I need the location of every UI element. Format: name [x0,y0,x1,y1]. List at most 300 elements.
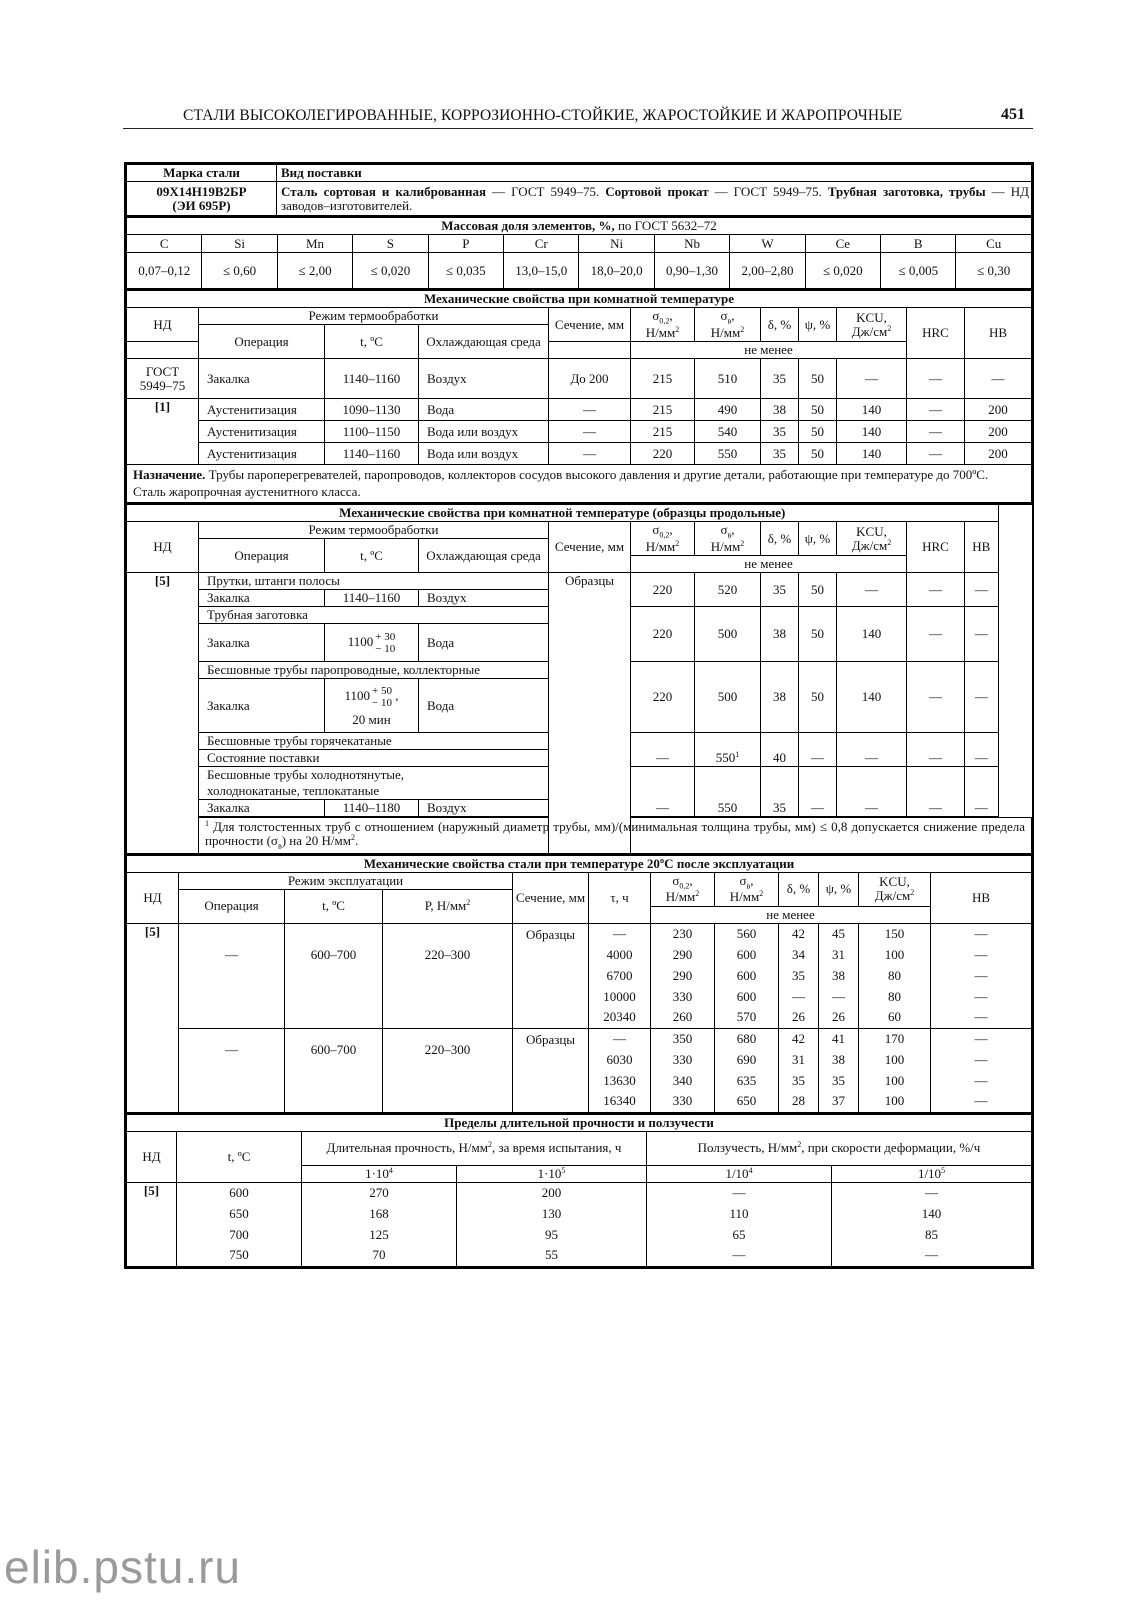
cell-sb: 690 [715,1049,779,1070]
cell-s02: 220 [631,607,695,662]
cell-t: 750 [177,1245,302,1266]
h-pressure: Р, $Н/мм^2$ [383,889,513,923]
cell-d: — [779,986,819,1007]
cell-sb: 490 [695,399,761,421]
element-value: ≤ 0,020 [805,253,880,289]
cell-t: 1100–1150 [325,421,419,443]
cell-d: 35 [761,573,799,607]
cell-psi: 38 [819,1049,859,1070]
cell-s02: 220 [631,443,695,465]
cell-hb: — [931,1091,1032,1112]
cell-op: Закалка [199,590,325,607]
cell-tau: — [589,1028,651,1049]
temp-tolerance [375,631,395,655]
cell-psi: 45 [819,923,859,944]
h-temp: t, ºС [177,1131,302,1182]
cell-hb: — [931,1007,1032,1028]
element-value: 13,0–15,0 [504,253,579,289]
temp-tolerance [372,685,392,709]
table-row [127,1224,1032,1245]
element-value: ≤ 0,005 [881,253,956,289]
cell-kcu: 100 [859,1049,931,1070]
cell-op: Аустенитизация [199,443,325,465]
h-cooling: Охлаждающая среда [419,325,549,359]
cell-l2: 130 [457,1203,647,1224]
h-delta: δ, % [761,308,799,342]
watermark: elib.pstu.ru [4,1541,242,1593]
purpose-text: Трубы пароперегревателей, паропроводов, коллекторов сосудов высокого давления и другие детали, работающие при температуре до 700ºС. [205,467,989,482]
group-label-2: холоднокатаные, теплокатаные [199,783,549,800]
h-sb-sub: в [727,316,732,326]
h-heat-mode: Режим термообработки [199,522,549,539]
cell-l2: 95 [457,1224,647,1245]
cell-kcu: 100 [859,1070,931,1091]
h-sb-unit: Н/мм [729,889,760,905]
h-kcu-label: KCU, [856,309,887,325]
cell-op: Закалка [199,800,325,817]
cell-hb: — [931,986,1032,1007]
h-kcu-unit: Дж/см [851,323,888,339]
h-delta: δ, % [779,872,819,906]
cell-sb: 510 [695,359,761,399]
cell-kcu: 140 [837,443,907,465]
cell-d: 42 [779,923,819,944]
running-header [123,104,1033,129]
cell-kcu: 100 [859,944,931,965]
h-min: не менее [631,556,907,573]
cell-nd: [5] [127,1182,177,1266]
cell-hrc: — [907,573,965,607]
cell-sec: Образцы [513,923,589,1028]
sb-value: 550 [715,750,736,765]
cell-s02: — [631,733,695,767]
table-row [127,399,1032,421]
cell-sb: 550 [695,767,761,817]
composition-elements-row [127,235,1032,253]
cell-op: Закалка [199,359,325,399]
cell-cool: Вода или воздух [419,421,549,443]
cell-psi: 26 [819,1007,859,1028]
cell-cool: Вода [419,679,549,733]
cell-d: 38 [761,662,799,733]
h-sb-sub: в [746,881,751,891]
cell-d: 35 [761,767,799,817]
footnote-sub: в [277,841,282,851]
cell-t: 1140–1160 [325,443,419,465]
cell-d: 42 [779,1028,819,1049]
cell-s02: 215 [631,421,695,443]
cell-d: 35 [761,443,799,465]
h-nd: НД [127,522,199,573]
cell-nd: ГОСТ 5949–75 [127,359,199,399]
cell-nd: [1] [127,399,199,465]
cell-op: Аустенитизация [199,399,325,421]
h-section-cont [549,342,631,359]
h-rate-2-base: 1/10 [917,1165,942,1181]
composition-table [126,216,1032,289]
h-s02-unit: Н/мм [665,889,696,905]
cell-t: 650 [177,1203,302,1224]
h-delta: δ, % [761,522,799,556]
cell-tau: 4000 [589,944,651,965]
cell-t: 1140–1160 [325,359,419,399]
table-row [127,421,1032,443]
h-sb-sym: σ [739,872,747,888]
cell-sb: 680 [715,1028,779,1049]
cell-kcu: 140 [837,399,907,421]
cell-kcu: 170 [859,1028,931,1049]
cell-s02: 260 [651,1007,715,1028]
cell-t: 1090–1130 [325,399,419,421]
temp-comma: , [392,687,399,703]
cell-s02: — [631,767,695,817]
cell-s02: 230 [651,923,715,944]
cell-d: 40 [761,733,799,767]
cell-kcu: 100 [859,1091,931,1112]
cell-s02: 330 [651,1091,715,1112]
element-symbol: Si [202,235,277,253]
cell-tau: 16340 [589,1091,651,1112]
h-operation: Операция [199,539,325,573]
element-symbol: C [127,235,202,253]
cell-hrc: — [907,421,965,443]
h-kcu-label: KCU, [879,874,910,890]
h-sb-unit: Н/мм [710,324,741,340]
cell-psi: 50 [799,399,837,421]
cell-hrc: — [907,607,965,662]
h-s02-sub: 0,2 [659,316,670,326]
element-value: 0,07–0,12 [127,253,202,289]
cell-c2: — [832,1245,1032,1266]
element-value: ≤ 0,60 [202,253,277,289]
h-kcu-unit: Дж/см [851,537,888,553]
h-cooling: Охлаждающая среда [419,539,549,573]
h-s02: $\sigma_{0,2}$, $Н/мм^2$ [651,872,715,906]
footnote-number: 1 [205,819,209,828]
h-tau: τ, ч [589,872,651,923]
cell-kcu: 140 [837,662,907,733]
cell-s02: 220 [631,662,695,733]
cell-l1: 125 [302,1224,457,1245]
cell-t: 1140–1180 [325,800,419,817]
temp-base: 1100 [344,687,371,703]
table-row [127,1182,1032,1203]
cell-s02: 340 [651,1070,715,1091]
cell-d: 35 [779,965,819,986]
h-nd: НД [127,308,199,342]
group-label: Бесшовные трубы холоднотянутые, [199,767,549,784]
cell-s02: 290 [651,944,715,965]
cell-hb: — [931,1070,1032,1091]
h-hrc: HRC [907,308,965,359]
cell-hb: — [931,1028,1032,1049]
tolerance-down: − 10 [372,696,392,709]
h-sb-sym: σ [720,522,728,538]
cell-cool: Воздух [419,800,549,817]
element-symbol: W [730,235,805,253]
h-s02-unit: Н/мм [645,538,676,554]
cell-sb: 600 [715,986,779,1007]
cell-d: 35 [761,421,799,443]
cell-t: 700 [177,1224,302,1245]
h-long-strength: Длительная прочность, $Н/мм^2$, за время испытания, ч [302,1131,647,1165]
cell-op: Закалка [199,624,325,662]
cell-cool: Вода [419,624,549,662]
h-temp: t, ºС [285,889,383,923]
cell-c1: 65 [647,1224,832,1245]
element-symbol: P [428,235,503,253]
h-sb: $\sigma_в$, $Н/мм^2$ [695,308,761,342]
h-rate-1-base: 1/10 [725,1165,749,1181]
h-sb: $\sigma_в$, $Н/мм^2$ [695,522,761,556]
h-rate-2 [832,1165,1032,1182]
cell-hb: — [931,944,1032,965]
mech2-table [126,503,1032,854]
tolerance-down: − 10 [375,642,396,655]
h-rate-1-exp: 4 [748,1165,753,1175]
cell-tau: 13630 [589,1070,651,1091]
h-rate-2-exp: 5 [941,1165,946,1175]
mech3-table [126,854,1032,1113]
cell-c2: — [832,1182,1032,1203]
h-psi: ψ, % [819,872,859,906]
cell-tau: 6030 [589,1049,651,1070]
cell-cool: Вода или воздух [419,443,549,465]
cell-hb: — [931,965,1032,986]
cell-psi: — [799,733,837,767]
supply-bold-3: Трубная заготовка, трубы [827,183,986,199]
h-time-1-base: 1·10 [365,1165,389,1181]
element-symbol: Ce [805,235,880,253]
cell-sb: 540 [695,421,761,443]
cell-sec: Образцы [549,573,631,854]
cell-tau: 20340 [589,1007,651,1028]
cell-psi: 35 [819,1070,859,1091]
grade-cell [127,182,277,216]
tolerance-up: + 30 [375,630,396,643]
cell-l2: 200 [457,1182,647,1203]
h-kcu: KCU, $Дж/см^2$ [837,308,907,342]
cell-psi: — [819,986,859,1007]
element-value: 2,00–2,80 [730,253,805,289]
cell-c1: 110 [647,1203,832,1224]
cell-hb: — [931,923,1032,944]
table-row [127,1028,1032,1049]
cell-psi: 38 [819,965,859,986]
table-row [127,443,1032,465]
h-nd: НД [127,872,179,923]
h-hrc: HRC [907,522,965,573]
h-hb: HB [931,872,1032,923]
purpose-text-2: Сталь жаропрочная аустенитного класса. [133,484,361,499]
group-label: Бесшовные трубы паропроводные, коллекторные [199,662,549,679]
h-heat-mode: Режим термообработки [199,308,549,325]
cell-hb: 200 [965,399,1032,421]
cell-d: 34 [779,944,819,965]
cell-op: Аустенитизация [199,421,325,443]
h-s02-unit: Н/мм [645,324,676,340]
h-kcu-unit: Дж/см [874,888,911,904]
footnote-text-a: Для толстостенных труб с отношением (наружный диаметр трубы, мм)/(минимальная толщина трубы, мм) ≤ 0,8 допускается снижение предела прочности (σ [205,819,1025,848]
table-row [127,359,1032,399]
cell-hrc: — [907,359,965,399]
cell-sec: До 200 [549,359,631,399]
h-temp: t, ºС [325,539,419,573]
footnote-mark: 1 [735,750,740,759]
cell-nd: [5] [127,923,179,1112]
composition-title [127,217,1032,235]
footnote-text-c: . [354,833,359,848]
cell-l2: 55 [457,1245,647,1266]
h-sb: $\sigma_в$, $Н/мм^2$ [715,872,779,906]
cell-hb: 200 [965,421,1032,443]
mech1-title: Механические свойства при комнатной температуре [127,290,1032,308]
cell-d: 35 [779,1070,819,1091]
cell-psi: 50 [799,421,837,443]
cell-sb: 635 [715,1070,779,1091]
cell-t: 1140–1160 [325,590,419,607]
cell-kcu: — [837,359,907,399]
supply-label: Вид поставки [277,165,1032,182]
cell-s02: 215 [631,359,695,399]
h-hb: HB [965,522,999,573]
cell-psi: 31 [819,944,859,965]
grade-name: 09Х14Н19В2БР [156,183,247,199]
cell-sb: 600 [715,944,779,965]
h-sb-sym: σ [720,308,728,324]
cell-hb: — [965,359,1032,399]
cell-kcu: 150 [859,923,931,944]
cell-tau: 10000 [589,986,651,1007]
element-symbol: Nb [654,235,729,253]
cell-cool: Вода [419,399,549,421]
supply-text [277,182,1032,216]
composition-title-bold: Массовая доля элементов, %, [441,218,615,233]
cell-l1: 70 [302,1245,457,1266]
cell-p: 220–300 [383,923,513,1028]
cell-sb [695,733,761,767]
cell-hb: — [965,607,999,662]
h-creep-label-2: , при скорости деформации, %/ч [801,1140,981,1156]
h-long-strength-label-2: , за время испытания, ч [491,1140,622,1156]
cell-kcu: — [837,573,907,607]
cell-d: 38 [761,607,799,662]
cell-psi: 50 [799,443,837,465]
supply-text-2: — ГОСТ 5949–75. [708,183,828,199]
h-kcu: KCU, $Дж/см^2$ [859,872,931,906]
cell-kcu: — [837,767,907,817]
cell-s02: 290 [651,965,715,986]
cell-tau: — [589,923,651,944]
cell-sb: 650 [715,1091,779,1112]
cell-psi: 50 [799,607,837,662]
h-psi: ψ, % [799,308,837,342]
purpose-note [127,465,1032,503]
cell-psi: — [799,767,837,817]
cell-kcu: 140 [837,421,907,443]
h-psi: ψ, % [799,522,837,556]
cell-hb: — [931,1049,1032,1070]
cell-psi: 50 [799,359,837,399]
h-operation: Операция [199,325,325,359]
group-label: Прутки, штанги полосы [199,573,549,590]
cell-s02: 330 [651,1049,715,1070]
cell-psi: 37 [819,1091,859,1112]
cell-nd: [5] [127,573,199,854]
h-pressure-label: Р, Н/мм [424,898,467,914]
h-s02-sub: 0,2 [679,881,690,891]
cell-hrc: — [907,399,965,421]
cell-op: — [179,1028,285,1112]
table-row [127,923,1032,944]
h-kcu: KCU, $Дж/см^2$ [837,522,907,556]
purpose-label: Назначение. [133,467,206,482]
cell-kcu: 80 [859,986,931,1007]
h-rate-1 [647,1165,832,1182]
cell-c2: 140 [832,1203,1032,1224]
h-s02-sub: 0,2 [659,530,670,540]
group-label: Бесшовные трубы горячекатаные [199,733,549,750]
h-section: Сечение, мм [549,522,631,573]
supply-bold-2: Сортовой прокат [605,183,709,199]
cell-c1: — [647,1245,832,1266]
cell-s02: 220 [631,573,695,607]
mech3-title: Механические свойства стали при температуре 20ºС после эксплуатации [127,855,1032,873]
cell-hb: — [965,662,999,733]
creep-title: Пределы длительной прочности и ползучести [127,1114,1032,1132]
cell-op: Состояние поставки [199,750,549,767]
h-sb-unit: Н/мм [710,538,741,554]
cell-tau: 6700 [589,965,651,986]
h-hb: HB [965,308,1032,359]
h-section: Сечение, мм [513,872,589,923]
cell-kcu: 80 [859,965,931,986]
h-s02-sym: σ [652,308,660,324]
h-time-1 [302,1165,457,1182]
grade-table [126,164,1032,216]
running-header-title: СТАЛИ ВЫСОКОЛЕГИРОВАННЫЕ, КОРРОЗИОННО-СТОЙКИЕ, ЖАРОСТОЙКИЕ И ЖАРОПРОЧНЫЕ [183,107,903,124]
element-value: ≤ 0,30 [956,253,1032,289]
tolerance-up: + 50 [372,684,392,697]
h-s02-sym: σ [672,872,680,888]
cell-d: 26 [779,1007,819,1028]
h-nd-cont [127,342,199,359]
h-temp: t, ºС [325,325,419,359]
cell-d: 28 [779,1091,819,1112]
h-time-2 [457,1165,647,1182]
cell-l1: 270 [302,1182,457,1203]
h-kcu-label: KCU, [856,523,887,539]
cell-op: Закалка [199,679,325,733]
element-symbol: S [353,235,428,253]
cell-hrc: — [907,733,965,767]
h-min: не менее [631,342,907,359]
h-s02: $\sigma_{0,2}$, $Н/мм^2$ [631,308,695,342]
h-creep: Ползучесть, $Н/мм^2$, при скорости деформации, %/ч [647,1131,1032,1165]
composition-values-row [127,253,1032,289]
cell-t [325,624,419,662]
h-sb-sub: в [727,530,732,540]
mech1-table [126,289,1032,503]
cell-psi: 50 [799,662,837,733]
element-value: ≤ 2,00 [277,253,352,289]
composition-title-rest: по ГОСТ 5632–72 [614,218,717,233]
creep-table [126,1113,1032,1267]
cell-sb: 600 [715,965,779,986]
h-long-strength-label: Длительная прочность, Н/мм [326,1140,488,1156]
h-service-mode: Режим эксплуатации [179,872,513,889]
h-operation: Операция [179,889,285,923]
